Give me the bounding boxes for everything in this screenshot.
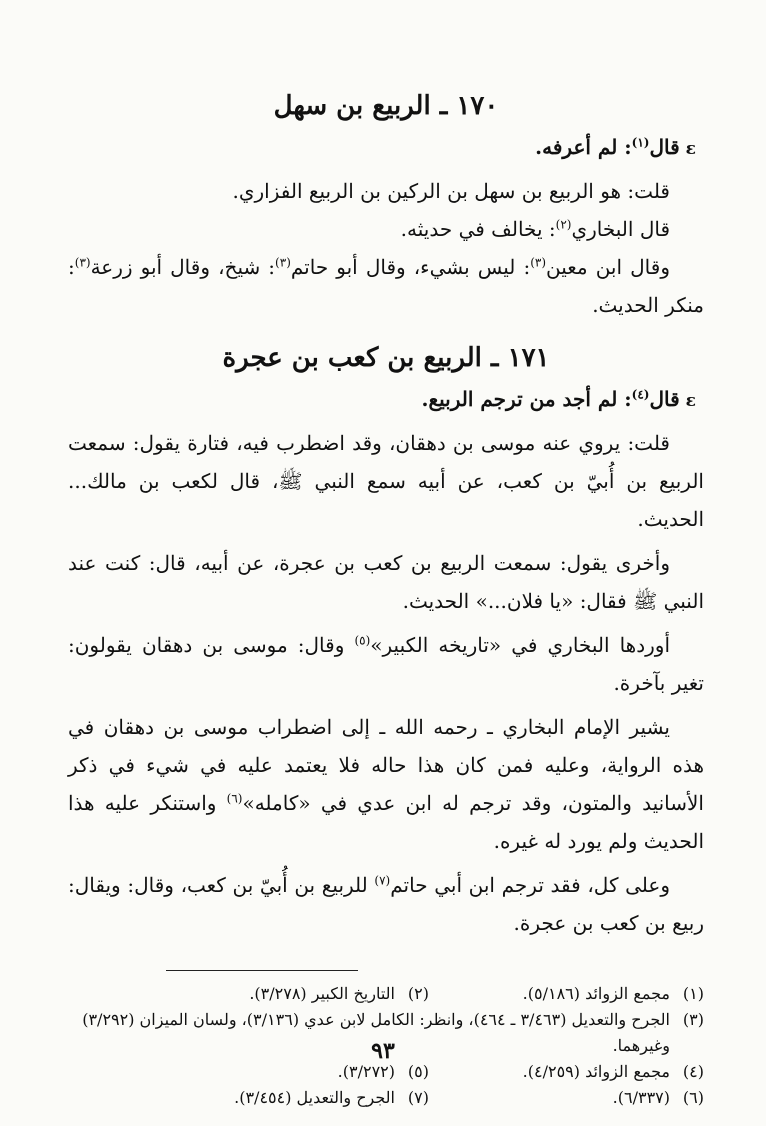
text: وقال: موسى بن دهقان يقولون: تغير بآخرة. [68, 633, 704, 695]
text: : منكر الحديث. [68, 255, 704, 317]
footnote-number: (٣) [682, 1010, 704, 1029]
footnote-text: التاريخ الكبير (٣/٢٧٨). [249, 984, 395, 1003]
entry-171-paragraph-4 [68, 708, 704, 860]
text: قال البخاري [571, 217, 670, 241]
footnote-ref[interactable]: (٦) [226, 791, 243, 806]
footnote-ref[interactable]: (٤) [631, 387, 650, 402]
qual-marker-icon: ɛ [685, 391, 696, 411]
qual-text: : لم أعرفه. [535, 135, 632, 159]
qual-label: قال [649, 135, 680, 159]
footnote-text: (٣/٢٧٢). [337, 1062, 395, 1081]
footnote-1 [429, 981, 704, 1007]
text: أوردها البخاري في «تاريخه الكبير» [370, 633, 670, 657]
footnote-number: (٥) [407, 1062, 429, 1081]
entry-170-title: ١٧٠ ـ الربيع بن سهل [273, 91, 499, 121]
footnote-number: (٢) [407, 984, 429, 1003]
footnote-7 [154, 1085, 429, 1111]
qual-marker-icon: ɛ [685, 139, 696, 159]
footnote-row [68, 1085, 704, 1111]
entry-171-title: ١٧١ ـ الربيع بن كعب بن عجرة [222, 343, 550, 373]
text: وقال ابن معين [546, 255, 670, 279]
footnote-ref[interactable]: (١) [631, 135, 650, 150]
footnote-text: (٦/٣٣٧). [612, 1088, 670, 1107]
footnote-divider [166, 970, 358, 971]
footnote-number: (١) [682, 984, 704, 1003]
footnote-text: الجرح والتعديل (٣/٤٥٤). [234, 1088, 395, 1107]
footnote-ref[interactable]: (٥) [354, 633, 371, 648]
qual-label: قال [649, 387, 680, 411]
entry-170-qual [68, 130, 696, 166]
footnote-6 [429, 1085, 704, 1111]
entry-171-paragraph-1: قلت: يروي عنه موسى بن دهقان، وقد اضطرب فيه، فتارة يقول: سمعت الربيع بن أُبيّ بن كعب، عن أبيه سمع النبي ﷺ، قال لكعب بن مالك... الحديث. [68, 431, 704, 531]
footnote-ref[interactable]: (٧) [374, 873, 391, 888]
footnote-text: الجرح والتعديل (٣/٤٦٣ ـ ٤٦٤)، وانظر: الكامل لابن عدي (٣/١٣٦)، ولسان الميزان (٣/٢٩٢) وغيرهما. [82, 1010, 670, 1055]
entry-171-paragraph-2: وأخرى يقول: سمعت الربيع بن كعب بن عجرة، عن أبيه، قال: كنت عند النبي ﷺ فقال: «يا فلان...» الحديث. [68, 551, 704, 613]
footnote-number: (٤) [682, 1062, 704, 1081]
text: يشير الإمام البخاري ـ رحمه الله ـ إلى اضطراب موسى بن دهقان في هذه الرواية، وعليه فمن كان هذا حاله فلا يعتمد عليه في شيء في ذكر الأسانيد والمتون، وقد ترجم له ابن عدي في «كامله» [68, 715, 704, 815]
footnote-ref[interactable]: (٣) [74, 255, 91, 270]
footnote-number: (٧) [407, 1088, 429, 1107]
footnote-2 [154, 981, 429, 1007]
text: : ليس بشيء، وقال أبو حاتم [290, 255, 531, 279]
footnote-text: مجمع الزوائد (٤/٢٥٩). [522, 1062, 670, 1081]
entry-170-paragraph-2 [68, 210, 704, 248]
page-number: ٩٣ [371, 1038, 395, 1064]
text: واستنكر عليه هذا الحديث ولم يورد له غيره. [68, 791, 704, 853]
text: وعلى كل، فقد ترجم ابن أبي حاتم [390, 873, 670, 897]
footnote-number: (٦) [682, 1088, 704, 1107]
entry-171-paragraph-3 [68, 626, 704, 702]
footnote-row [68, 981, 704, 1007]
entry-170-paragraph-3 [68, 248, 704, 324]
footnote-text: مجمع الزوائد (٥/١٨٦). [522, 984, 670, 1003]
text: للربيع بن أُبيّ بن كعب، وقال: ويقال: ربيع بن كعب بن عجرة. [68, 873, 704, 935]
text: : يخالف في حديثه. [400, 217, 556, 241]
entry-171-qual [68, 382, 696, 418]
footnote-ref[interactable]: (٣) [275, 255, 291, 270]
footnote-ref[interactable]: (٣) [530, 255, 547, 270]
entry-170-paragraph-1: قلت: هو الربيع بن سهل بن الركين بن الربيع الفزاري. [232, 179, 670, 203]
footnote-ref[interactable]: (٢) [555, 217, 572, 232]
entry-171-paragraph-5 [68, 866, 704, 942]
qual-text: : لم أجد من ترجم الربيع. [421, 387, 632, 411]
text: : شيخ، وقال أبو زرعة [90, 255, 276, 279]
